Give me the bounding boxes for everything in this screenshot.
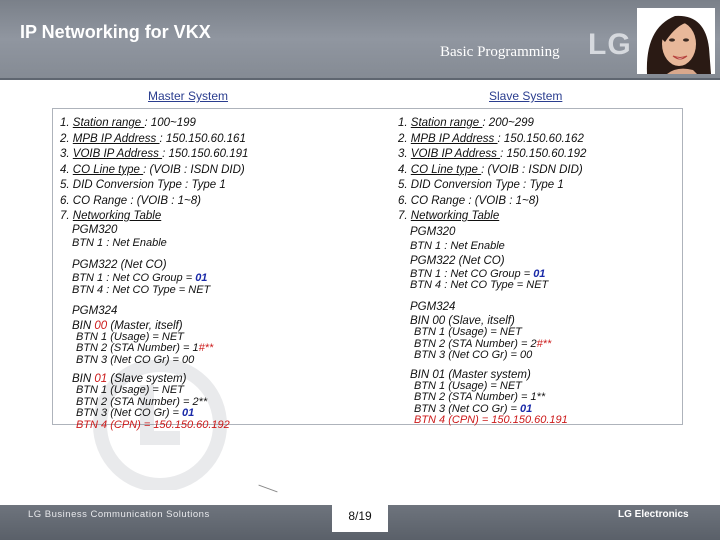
footer-company: LG Business Communication Solutions: [28, 509, 210, 520]
slave-pgm324: PGM324: [410, 300, 456, 313]
slave-pgm320: PGM320: [410, 225, 456, 238]
master-bin01-btn2: BTN 2 (STA Number) = 2**: [76, 395, 208, 408]
master-column: [60, 116, 360, 431]
slave-bin00: BIN 00 (Slave, itself): [410, 315, 515, 327]
decorative-line: [258, 485, 277, 493]
slave-item-7: 7. Networking Table: [398, 210, 500, 222]
lg-logo: LG: [588, 28, 632, 61]
slave-item-2: 2. MPB IP Address : 150.150.60.162: [398, 132, 584, 145]
slave-bin00-btn2: BTN 2 (STA Number) = 2#**: [414, 337, 552, 350]
slave-bin00-btn3: BTN 3 (Net CO Gr) = 00: [414, 349, 533, 361]
master-bin00-btn1: BTN 1 (Usage) = NET: [76, 330, 184, 343]
master-pgm320-btn1: BTN 1 : Net Enable: [72, 236, 167, 249]
slave-item-3: 3. VOIB IP Address : 150.150.60.192: [398, 148, 587, 160]
master-bin00-btn2: BTN 2 (STA Number) = 1#**: [76, 342, 214, 354]
page-title: IP Networking for VKX: [20, 22, 211, 42]
master-system-heading: Master System: [148, 89, 229, 103]
master-item-6: 6. CO Range : (VOIB : 1~8): [60, 194, 201, 207]
master-bin01-btn1: BTN 1 (Usage) = NET: [76, 384, 184, 396]
presenter-photo: [637, 8, 715, 74]
slave-bin01: BIN 01 (Master system): [410, 368, 531, 381]
master-item-7: 7. Networking Table: [60, 210, 162, 222]
master-item-3: 3. VOIB IP Address : 150.150.60.191: [60, 148, 249, 160]
master-item-1: 1. Station range : 100~199: [60, 117, 196, 129]
master-bin01: BIN 01 (Slave system): [72, 373, 187, 385]
slave-item-1: 1. Station range : 200~299: [398, 117, 534, 129]
master-pgm320: PGM320: [72, 223, 118, 236]
slave-pgm322: PGM322 (Net CO): [410, 254, 505, 267]
slave-column: [398, 116, 678, 427]
slave-item-6: 6. CO Range : (VOIB : 1~8): [398, 194, 539, 207]
slave-item-4: 4. CO Line type : (VOIB : ISDN DID): [398, 163, 583, 176]
slave-system-heading: Slave System: [489, 89, 563, 103]
slave-pgm322-btn1: BTN 1 : Net CO Group = 01: [410, 267, 546, 280]
slave-pgm320-btn1: BTN 1 : Net Enable: [410, 239, 505, 252]
master-bin01-btn4: BTN 4 (CPN) = 150.150.60.192: [76, 418, 230, 431]
master-bin00: BIN 00 (Master, itself): [72, 319, 183, 332]
master-pgm322: PGM322 (Net CO): [72, 258, 167, 271]
master-pgm322-btn1: BTN 1 : Net CO Group = 01: [72, 272, 208, 284]
footer-brand: LG Electronics: [618, 509, 689, 520]
page-number: 8/19: [332, 500, 388, 532]
slave-bin01-btn3: BTN 3 (Net CO Gr) = 01: [414, 402, 533, 415]
master-item-2: 2. MPB IP Address : 150.150.60.161: [60, 132, 246, 145]
slave-bin00-btn1: BTN 1 (Usage) = NET: [414, 326, 522, 338]
master-bin01-btn3: BTN 3 (Net CO Gr) = 01: [76, 407, 195, 419]
slave-bin01-btn4: BTN 4 (CPN) = 150.150.60.191: [414, 414, 568, 426]
master-pgm322-btn4: BTN 4 : Net CO Type = NET: [72, 283, 211, 296]
slave-bin01-btn1: BTN 1 (Usage) = NET: [414, 379, 522, 392]
master-bin00-btn3: BTN 3 (Net CO Gr) = 00: [76, 353, 195, 366]
slave-pgm322-btn4: BTN 4 : Net CO Type = NET: [410, 279, 549, 291]
master-item-4: 4. CO Line type : (VOIB : ISDN DID): [60, 163, 245, 176]
slave-bin01-btn2: BTN 2 (STA Number) = 1**: [414, 391, 546, 403]
slave-item-5: 5. DID Conversion Type : Type 1: [398, 179, 564, 191]
master-pgm324: PGM324: [72, 305, 118, 317]
page-subtitle: Basic Programming: [440, 44, 560, 60]
master-item-5: 5. DID Conversion Type : Type 1: [60, 179, 226, 191]
header-divider: [0, 78, 720, 80]
